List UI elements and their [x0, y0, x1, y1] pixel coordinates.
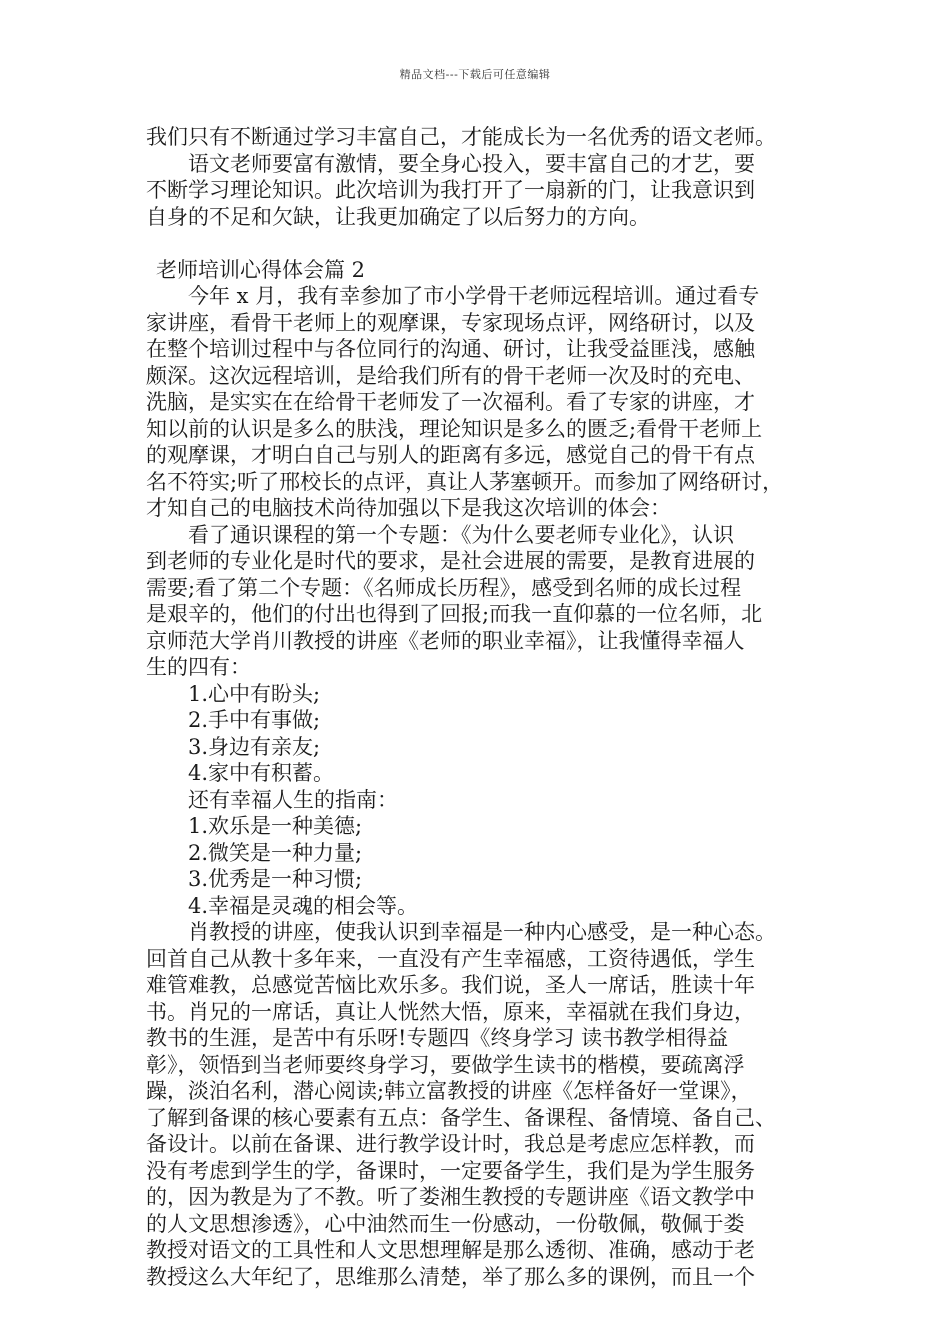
page-header: 精品文档---下载后可任意编辑 [399, 68, 551, 81]
list-item: 3.身边有亲友; [188, 734, 321, 759]
text-line: 生的四有： [146, 655, 251, 679]
text-line: 彰》，领悟到当老师要终身学习，要做学生读书的楷模，要疏离浮 [146, 1052, 745, 1077]
list-item: 1.欢乐是一种美德; [188, 814, 363, 838]
text-line: 洗脑，是实实在在给骨干老师发了一次福利。看了专家的讲座，才 [146, 390, 755, 414]
text-line: 不断学习理论知识。此次培训为我打开了一扇新的门，让我意识到 [146, 178, 755, 202]
text-line: 教授这么大年纪了，思维那么清楚，举了那么多的课例，而且一个 [146, 1264, 755, 1289]
text-line: 难管难教，总感觉苦恼比欢乐多。我们说，圣人一席话，胜读十年 [146, 973, 755, 997]
text-line: 知以前的认识是多么的肤浅，理论知识是多么的匮乏;看骨干老师上 [146, 416, 763, 441]
text-line: 了解到备课的核心要素有五点：备学生、备课程、备情境、备自己、 [146, 1105, 776, 1130]
text-line: 语文老师要富有激情，要全身心投入，要丰富自己的才艺，要 [188, 151, 755, 176]
text-line: 自身的不足和欠缺，让我更加确定了以后努力的方向。 [146, 204, 650, 229]
text-line: 京师范大学肖川教授的讲座《老师的职业幸福》，让我懂得幸福人 [146, 628, 745, 653]
blank-line [146, 230, 814, 257]
text-line: 的人文思想渗透》，心中油然而生一份感动，一份敬佩，敬佩于娄 [146, 1211, 745, 1236]
text-line: 回首自己从教十多年来，一直没有产生幸福感，工资待遇低，学生 [146, 946, 755, 971]
list-item: 4.幸福是灵魂的相会等。 [188, 893, 419, 918]
document-body [146, 124, 814, 1290]
text-line: 需要;看了第二个专题：《名师成长历程》，感受到名师的成长过程 [146, 575, 742, 600]
text-line: 看了通识课程的第一个专题：《为什么要老师专业化》，认识 [188, 522, 734, 547]
list-item: 1.心中有盼头; [188, 681, 321, 706]
text-line: 是艰辛的，他们的付出也得到了回报;而我一直仰慕的一位名师，北 [146, 602, 763, 626]
text-line: 今年 x 月，我有幸参加了市小学骨干老师远程培训。通过看专 [188, 284, 760, 308]
section-heading: 老师培训心得体会篇 2 [156, 257, 366, 282]
text-line: 我们只有不断通过学习丰富自己，才能成长为一名优秀的语文老师。 [146, 125, 776, 149]
text-line: 家讲座，看骨干老师上的观摩课，专家现场点评，网络研讨，以及 [146, 310, 755, 335]
text-line: 教书的生涯，是苦中有乐呀!专题四《终身学习 读书教学相得益 [146, 1026, 729, 1050]
text-line: 才知自己的电脑技术尚待加强以下是我这次培训的体会： [146, 496, 671, 520]
text-line: 的观摩课，才明白自己与别人的距离有多远，感觉自己的骨干有点 [146, 443, 755, 467]
list-item: 3.优秀是一种习惯; [188, 867, 363, 891]
text-line: 教授对语文的工具性和人文思想理解是那么透彻、准确，感动于老 [146, 1238, 755, 1262]
text-line: 到老师的专业化是时代的要求，是社会进展的需要，是教育进展的 [146, 549, 755, 573]
text-line: 书。肖兄的一席话，真让人恍然大悟，原来，幸福就在我们身边， [146, 999, 755, 1024]
list-item: 4.家中有积蓄。 [188, 761, 335, 785]
list-item: 2.手中有事做; [188, 708, 321, 732]
text-line: 颇深。这次远程培训，是给我们所有的骨干老师一次及时的充电、 [146, 363, 755, 388]
text-line: 肖教授的讲座，使我认识到幸福是一种内心感受，是一种心态。 [188, 920, 776, 944]
text-line: 没有考虑到学生的学，备课时，一定要备学生，我们是为学生服务 [146, 1158, 755, 1183]
text-line: 名不符实;听了邢校长的点评，真让人茅塞顿开。而参加了网络研讨， [146, 469, 784, 494]
text-line: 躁，淡泊名利，潜心阅读;韩立富教授的讲座《怎样备好一堂课》， [146, 1079, 752, 1103]
list-item: 2.微笑是一种力量; [188, 840, 363, 865]
text-line: 的，因为教是为了不教。听了娄湘生教授的专题讲座《语文教学中 [146, 1185, 755, 1209]
text-line: 备设计。以前在备课、进行教学设计时，我总是考虑应怎样教，而 [146, 1132, 755, 1156]
list-intro: 还有幸福人生的指南： [188, 787, 398, 812]
text-line: 在整个培训过程中与各位同行的沟通、研讨，让我受益匪浅，感触 [146, 337, 755, 361]
